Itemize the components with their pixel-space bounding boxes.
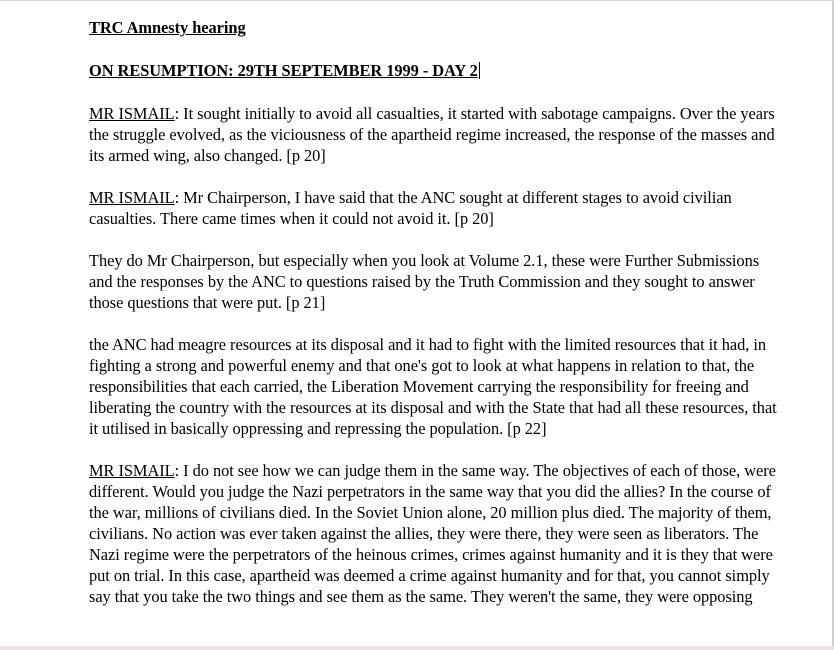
- document-title: TRC Amnesty hearing: [89, 18, 246, 37]
- document-body: [89, 17, 784, 628]
- paragraph-text: They do Mr Chairperson, but especially when you look at Volume 2.1, these were Further Submissions and the responses by the ANC to questions raised by the Truth Commission and they sought to answer those questions that were put. [p 21]: [89, 251, 760, 312]
- paragraph-2: [89, 187, 784, 229]
- page-bottom-border: [0, 646, 834, 650]
- paragraph-3: [89, 250, 784, 313]
- paragraph-text: : It sought initially to avoid all casualties, it started with sabotage campaigns. Over the years the struggle evolved, as the viciousness of the apartheid regime increased, the response of the masses and its armed wing, also changed. [p 20]: [89, 104, 775, 165]
- paragraph-text: the ANC had meagre resources at its disposal and it had to fight with the limited resources that it had, in fighting a strong and powerful enemy and that one's got to look at what happens in relation to that, the responsibilities that each carried, the Liberation Movement carrying the responsibility for freeing and liberating the country with the resources at its disposal and with the State that had all these resources, that it utilised in basically oppressing and repressing the population. [p 22]: [89, 335, 777, 438]
- paragraph-1: [89, 103, 784, 166]
- paragraph-4: [89, 334, 784, 439]
- document-subtitle: [89, 60, 480, 81]
- subtitle-text: ON RESUMPTION: 29TH SEPTEMBER 1999 - DAY 2: [89, 61, 478, 80]
- paragraph-text: : I do not see how we can judge them in the same way. The objectives of each of those, were different. Would you judge the Nazi perpetrators in the same way that you did the allies? In the course of the war, millions of civilians died. In the Soviet Union alone, 20 million plus died. The majority of them, civilians. No action was ever taken against the allies, they were there, they were seen as liberators. The Nazi regime were the perpetrators of the heinous crimes, crimes against humanity and it is they that were put on trial. In this case, apartheid was deemed a crime against humanity and for that, you cannot simply say that you take the two things and see them as the same. They weren't the same, they were opposing: [89, 461, 776, 606]
- speaker-name: MR ISMAIL: [89, 461, 175, 480]
- paragraph-5: [89, 460, 784, 607]
- speaker-name: MR ISMAIL: [89, 104, 175, 123]
- paragraph-text: : Mr Chairperson, I have said that the ANC sought at different stages to avoid civilian casualties. There came times when it could not avoid it. [p 20]: [89, 188, 732, 228]
- speaker-name: MR ISMAIL: [89, 188, 175, 207]
- text-cursor: [479, 62, 480, 79]
